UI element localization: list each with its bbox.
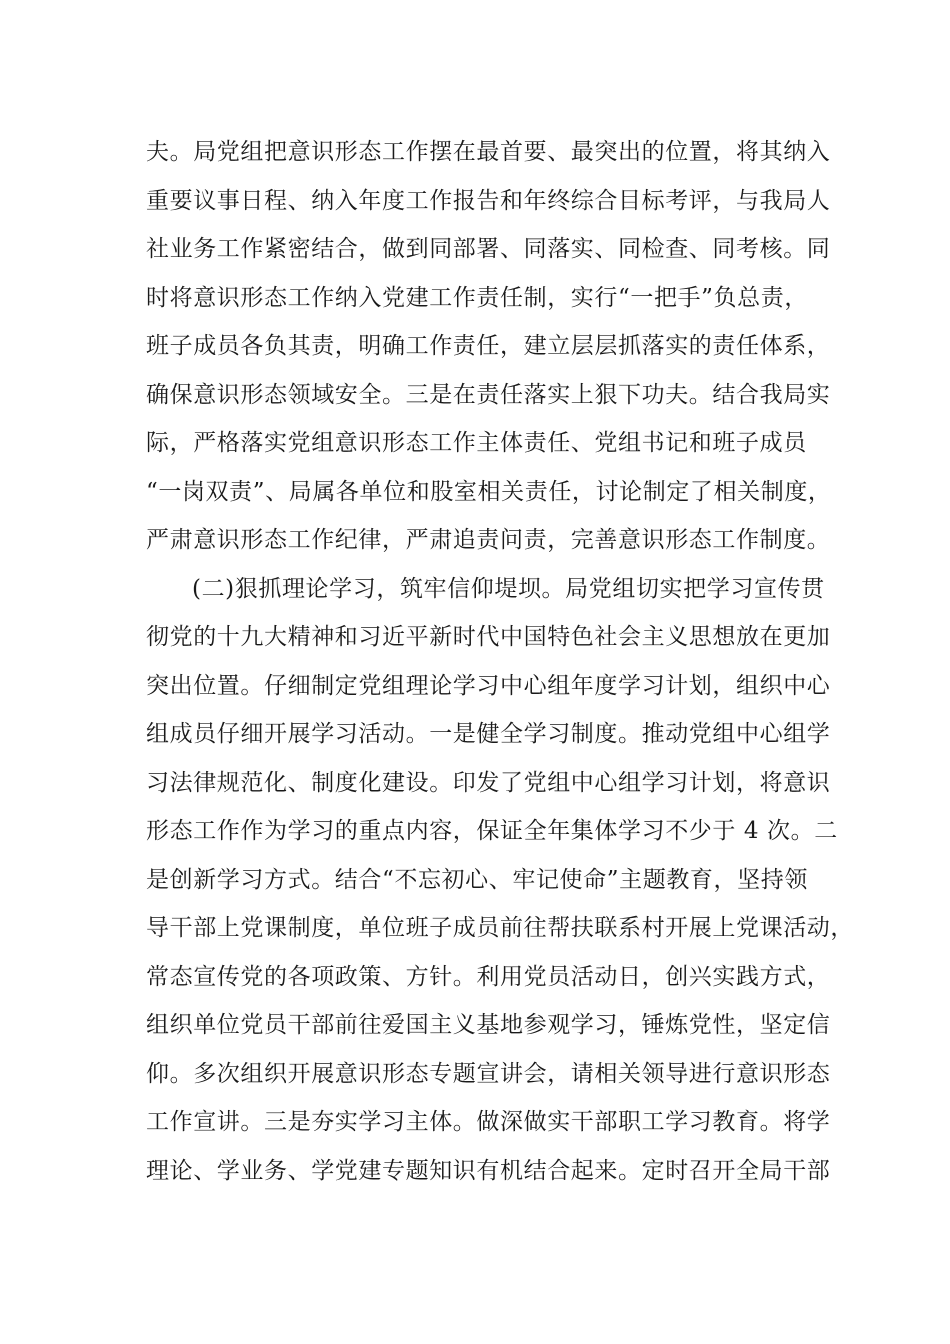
text-line: 夫。局党组把意识形态工作摆在最首要、最突出的位置，将其纳入 (146, 139, 831, 165)
section-heading-line: (二)狠抓理论学习，筑牢信仰堤坝。局党组切实把学习宣传贯 (192, 575, 825, 602)
text-line: 习法律规范化、制度化建设。印发了党组中心组学习计划，将意识 (146, 769, 831, 796)
text-line: “一岗双责”、局属各单位和股室相关责任，讨论制定了相关制度， (146, 478, 832, 505)
body-text (146, 128, 854, 1195)
text-line: 是创新学习方式。结合“不忘初心、牢记使命”主题教育，坚持领 (146, 866, 808, 893)
text-line: 重要议事日程、纳入年度工作报告和年终综合目标考评，与我局人 (146, 187, 831, 214)
text-line: 确保意识形态领域安全。三是在责任落实上狠下功夫。结合我局实 (146, 381, 831, 408)
text-line: 时将意识形态工作纳入党建工作责任制，实行“一把手”负总责， (146, 284, 808, 311)
text-line: 际，严格落实党组意识形态工作主体责任、党组书记和班子成员 (146, 430, 807, 456)
text-line: 仰。多次组织开展意识形态专题宣讲会，请相关领导进行意识形态 (146, 1060, 831, 1087)
text-line: 突出位置。仔细制定党组理论学习中心组年度学习计划，组织中心 (146, 672, 831, 699)
text-line: 工作宣讲。三是夯实学习主体。做深做实干部职工学习教育。将学 (146, 1109, 831, 1135)
text-line: 社业务工作紧密结合，做到同部署、同落实、同检查、同考核。同 (146, 236, 831, 262)
text-line: 形态工作作为学习的重点内容，保证全年集体学习不少于 4 次。二 (146, 818, 838, 844)
text-line: 彻党的十九大精神和习近平新时代中国特色社会主义思想放在更加 (146, 624, 831, 650)
text-line: 组成员仔细开展学习活动。一是健全学习制度。推动党组中心组学 (146, 721, 831, 747)
text-line: 班子成员各负其责，明确工作责任，建立层层抓落实的责任体系， (146, 333, 831, 359)
text-line: 严肃意识形态工作纪律，严肃追责问责，完善意识形态工作制度。 (146, 527, 831, 553)
text-line: 组织单位党员干部前往爱国主义基地参观学习，锤炼党性，坚定信 (146, 1012, 831, 1038)
text-line: 常态宣传党的各项政策、方针。利用党员活动日，创兴实践方式， (146, 963, 831, 990)
text-line: 理论、学业务、学党建专题知识有机结合起来。定时召开全局干部 (146, 1157, 831, 1184)
text-line: 导干部上党课制度，单位班子成员前往帮扶联系村开展上党课活动， (146, 915, 854, 941)
